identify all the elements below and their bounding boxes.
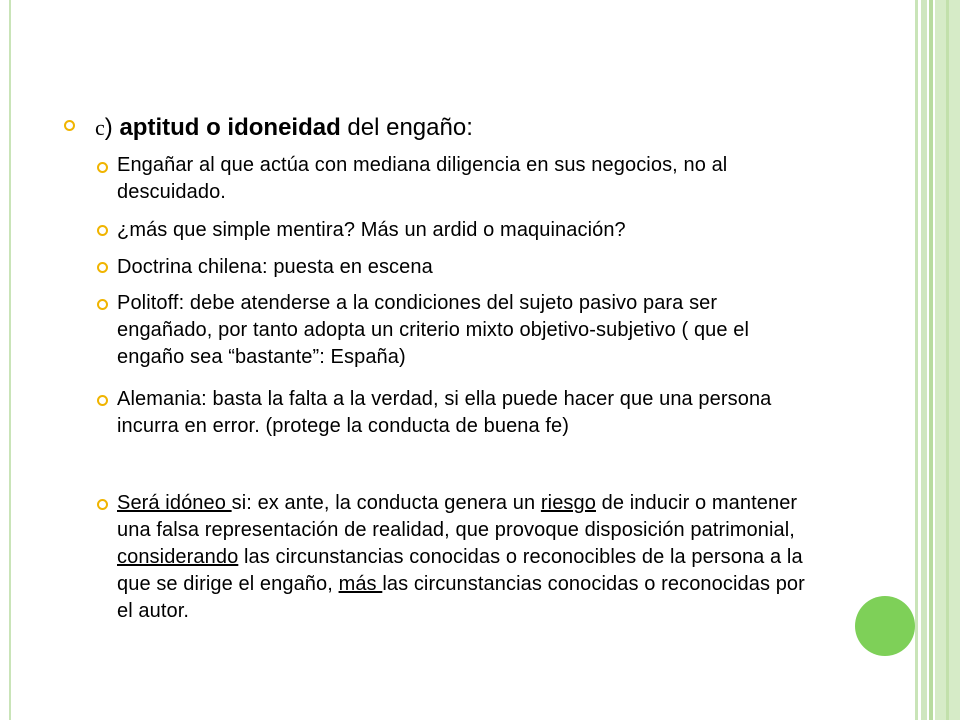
text-span: de inducir o mantener una falsa representación de realidad, que provoque disposición patrimonial, (117, 492, 798, 541)
right-frame-line (915, 0, 918, 720)
list-item: Doctrina chilena: puesta en escena (117, 256, 433, 278)
list-item: ¿más que simple mentira? Más un ardid o maquinación? (117, 219, 626, 241)
bullet-icon (64, 120, 75, 131)
slide-heading (95, 113, 473, 143)
bullet-icon (97, 162, 108, 173)
bullet-icon (97, 299, 108, 310)
heading-letter: c (95, 115, 105, 140)
list-item: Engañar al que actúa con mediana diligencia en sus negocios, no al descuidado. (117, 154, 728, 203)
text-span: si: ex ante, la conducta genera un (231, 492, 541, 514)
bullet-icon (97, 225, 108, 236)
bullet-icon (97, 395, 108, 406)
right-decor-band (946, 0, 949, 720)
text-span: las circunstancias conocidas o reconocidas por el autor. (117, 573, 805, 622)
underlined-text: Será idóneo (117, 492, 232, 514)
list-item: Politoff: debe atenderse a la condiciones del sujeto pasivo para ser engañado, por tanto adopta un criterio mixto objetivo-subjetivo ( que el engaño sea “bastante”: España) (117, 292, 750, 368)
bullet-icon (97, 499, 108, 510)
underlined-text: más (338, 573, 383, 595)
heading-rest: del engaño: (340, 114, 473, 141)
right-decor-band (929, 0, 933, 720)
text-span: las circunstancias conocidas o reconocibles de la persona a la que se dirige el engaño, (117, 546, 803, 595)
heading-paren: ) (104, 114, 120, 141)
left-frame-line (9, 0, 11, 720)
green-circle-decoration (855, 596, 915, 656)
underlined-text: considerando (117, 546, 239, 568)
underlined-text: riesgo (540, 492, 596, 514)
heading-bold: aptitud o idoneidad (119, 114, 341, 141)
bullet-icon (97, 262, 108, 273)
list-item-idoneo (117, 490, 817, 625)
right-decor-band (921, 0, 927, 720)
list-item: Alemania: basta la falta a la verdad, si ella puede hacer que una persona incurra en error. (protege la conducta de buena fe) (117, 388, 772, 437)
